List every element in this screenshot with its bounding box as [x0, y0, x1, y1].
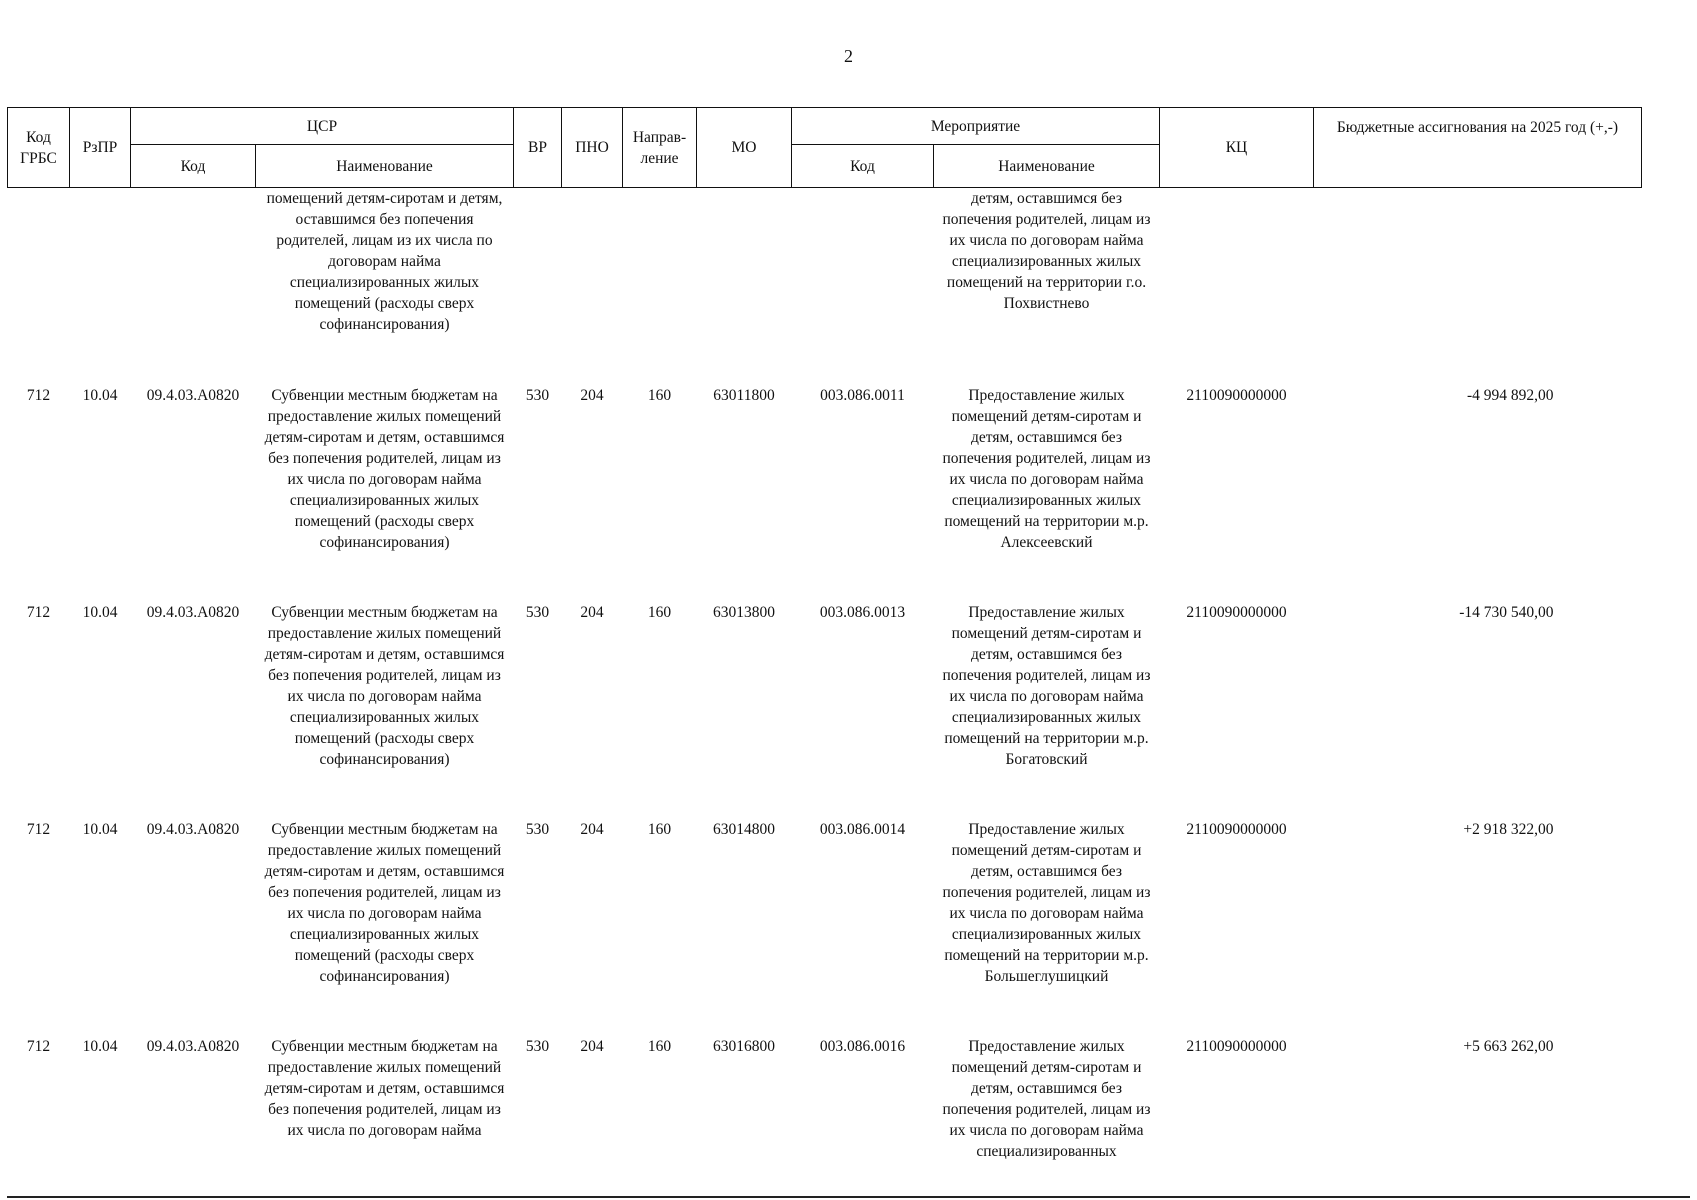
vr-cell: 530 [525, 1037, 550, 1055]
event-code-cell: 003.086.0011 [820, 386, 905, 404]
header-vr: ВР [514, 108, 562, 188]
event-name-cell: Предоставление жилых помещений детям-сиротам и детям, оставшимся без попечения родителей, лицам из их числа по договорам найма специализированных жилых помещений на территории м.р. Богатовский [942, 603, 1151, 768]
napravlenie-cell: 160 [647, 1037, 672, 1055]
grbs-cell: 712 [26, 1037, 51, 1055]
grbs-cell: 712 [26, 820, 51, 838]
header-kod-grbs: Код ГРБС [8, 108, 70, 188]
event-name-cell: Предоставление жилых помещений детям-сиротам и детям, оставшимся без попечения родителей, лицам из их числа по договорам найма специализированных [942, 1037, 1151, 1160]
header-event-kod: Код [792, 145, 934, 188]
header-csr-kod: Код [131, 145, 256, 188]
pno-cell: 204 [580, 603, 604, 621]
header-pno: ПНО [562, 108, 623, 188]
csr-code-cell: 09.4.03.A0820 [146, 603, 240, 621]
napravlenie-cell: 160 [647, 386, 672, 404]
event-name-cell: Предоставление жилых помещений детям-сиротам и детям, оставшимся без попечения родителей, лицам из их числа по договорам найма специализированных жилых помещений на территории м.р. Большеглушицкий [942, 820, 1151, 985]
header-event-name: Наименование [934, 145, 1160, 188]
csr-name-cell: Субвенции местным бюджетам на предоставление жилых помещений детям-сиротам и детям, оставшимся без попечения родителей, лицам из их числа по договорам найма [264, 1037, 505, 1139]
header-rzpr: РзПР [70, 108, 131, 188]
table-row [8, 808, 1642, 1025]
header-kc: КЦ [1160, 108, 1314, 188]
table-header [8, 108, 1642, 188]
table-row [8, 374, 1642, 591]
header-budget: Бюджетные ассигнования на 2025 год (+,-) [1314, 108, 1642, 188]
event-code-cell: 003.086.0013 [819, 603, 906, 621]
mo-cell: 63014800 [713, 820, 775, 838]
kc-cell: 2110090000000 [1186, 603, 1287, 621]
header-csr: ЦСР [131, 108, 514, 145]
event-name-cell: детям, оставшимся без попечения родителей, лицам из их числа по договорам найма специализированных жилых помещений на территории г.о. Похвистнево [942, 190, 1151, 312]
vr-cell: 530 [525, 603, 550, 621]
rzpr-cell: 10.04 [82, 603, 118, 621]
amount-cell: +2 918 322,00 [1463, 820, 1554, 838]
pno-cell: 204 [580, 386, 604, 404]
rzpr-cell: 10.04 [82, 820, 118, 838]
csr-code-cell: 09.4.03.A0820 [146, 1037, 240, 1055]
vr-cell: 530 [525, 820, 550, 838]
kc-cell: 2110090000000 [1186, 386, 1287, 404]
budget-allocation-table [7, 107, 1642, 1165]
mo-cell: 63013800 [713, 603, 775, 621]
csr-code-cell: 09.4.03.A0820 [146, 386, 240, 404]
napravlenie-cell: 160 [647, 820, 672, 838]
mo-cell: 63011800 [713, 386, 775, 404]
vr-cell: 530 [525, 386, 550, 404]
csr-name-cell: Субвенции местным бюджетам на предоставление жилых помещений детям-сиротам и детям, оставшимся без попечения родителей, лицам из их числа по договорам найма специализированных жилых помещений (расходы сверх софинансирования) [264, 820, 505, 985]
bottom-rule [7, 1196, 1690, 1198]
csr-name-cell: помещений детям-сиротам и детям, оставшимся без попечения родителей, лицам из их числа по договорам найма специализированных жилых помещений (расходы сверх софинансирования) [266, 190, 503, 333]
event-code-cell: 003.086.0016 [819, 1037, 906, 1055]
pno-cell: 204 [580, 1037, 604, 1055]
csr-code-cell: 09.4.03.A0820 [146, 820, 240, 838]
rzpr-cell: 10.04 [82, 1037, 118, 1055]
kc-cell: 2110090000000 [1186, 820, 1287, 838]
csr-name-cell: Субвенции местным бюджетам на предоставление жилых помещений детям-сиротам и детям, оставшимся без попечения родителей, лицам из их числа по договорам найма специализированных жилых помещений (расходы сверх софинансирования) [264, 603, 505, 768]
table-row-continuation [8, 188, 1642, 374]
napravlenie-cell: 160 [647, 603, 672, 621]
grbs-cell: 712 [26, 603, 51, 621]
kc-cell: 2110090000000 [1186, 1037, 1287, 1055]
table-row [8, 591, 1642, 808]
header-csr-name: Наименование [256, 145, 514, 188]
table-row [8, 1025, 1642, 1165]
pno-cell: 204 [580, 820, 604, 838]
rzpr-cell: 10.04 [82, 386, 118, 404]
header-event: Мероприятие [792, 108, 1160, 145]
header-napravlenie: Направ-ление [623, 108, 697, 188]
grbs-cell: 712 [26, 386, 51, 404]
header-mo: МО [697, 108, 792, 188]
table-body [8, 188, 1642, 1165]
csr-name-cell: Субвенции местным бюджетам на предоставление жилых помещений детям-сиротам и детям, оставшимся без попечения родителей, лицам из их числа по договорам найма специализированных жилых помещений (расходы сверх софинансирования) [264, 386, 505, 551]
amount-cell: -14 730 540,00 [1459, 603, 1554, 621]
amount-cell: +5 663 262,00 [1463, 1037, 1554, 1055]
event-name-cell: Предоставление жилых помещений детям-сиротам и детям, оставшимся без попечения родителей, лицам из их числа по договорам найма специализированных жилых помещений на территории м.р. Алексеевский [942, 386, 1151, 551]
page-number: 2 [844, 46, 853, 66]
amount-cell: -4 994 892,00 [1466, 386, 1554, 404]
mo-cell: 63016800 [713, 1037, 775, 1055]
event-code-cell: 003.086.0014 [819, 820, 906, 838]
